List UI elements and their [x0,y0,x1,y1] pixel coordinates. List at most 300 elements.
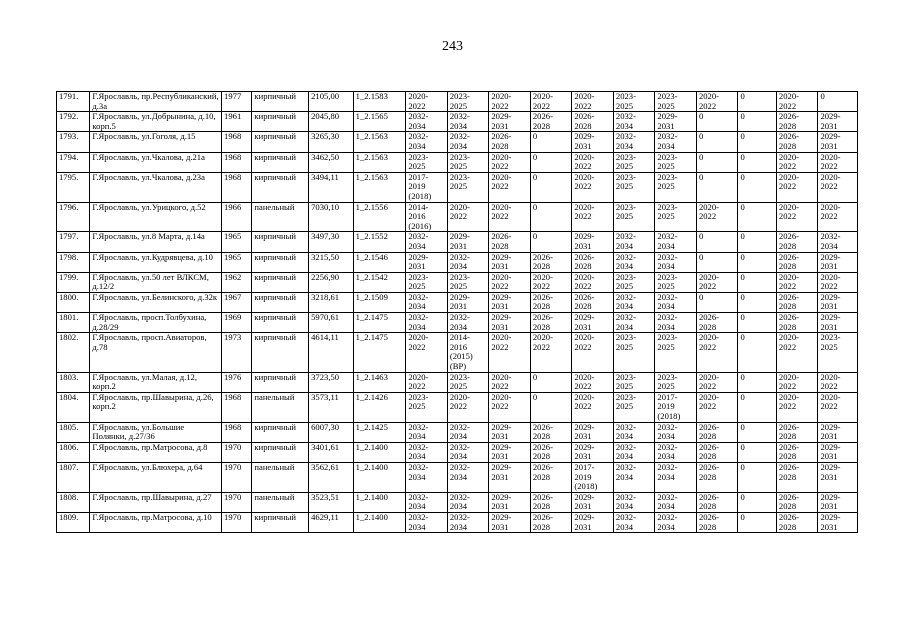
period-cell-c11: 2020-2022 [818,272,858,292]
period-cell-c7: 2032-2034 [655,292,697,312]
period-cell-c1: 2032-2034 [406,232,448,252]
period-cell-c3: 2026-2028 [489,232,531,252]
period-cell-c11: 2020-2022 [818,202,858,232]
address-cell: Г.Ярославль, просп.Толбухина, д.28/29 [90,313,222,333]
period-cell-c10: 2020-2022 [776,172,818,202]
period-cell-c5: 2029-2031 [572,512,614,532]
period-cell-c5: 2029-2031 [572,232,614,252]
material-cell: панельный [252,202,309,232]
year-cell: 1965 [222,252,252,272]
period-cell-c10: 2020-2022 [776,392,818,422]
period-cell-c10: 2026-2028 [776,512,818,532]
period-cell-c10: 2020-2022 [776,92,818,112]
period-cell-c5: 2026-2028 [572,252,614,272]
period-cell-c7: 2017-2019 (2018) [655,392,697,422]
period-cell-c7: 2032-2034 [655,492,697,512]
table-row [57,252,858,272]
period-cell-c8: 2020-2022 [696,333,738,372]
period-cell-c1: 2032-2034 [406,422,448,442]
period-cell-c6: 2032-2034 [613,422,655,442]
period-cell-c9: 0 [738,172,776,202]
period-cell-c5: 2017-2019 (2018) [572,462,614,492]
period-cell-c1: 2017-2019 (2018) [406,172,448,202]
area-cell: 3218,61 [309,292,354,312]
table-row [57,512,858,532]
period-cell-c2: 2032-2034 [447,313,489,333]
period-cell-c9: 0 [738,92,776,112]
period-cell-c4: 0 [530,132,572,152]
period-cell-c3: 2029-2031 [489,292,531,312]
address-cell: Г.Ярославль, ул.Белинского, д.32к [90,292,222,312]
period-cell-c1: 2032-2034 [406,462,448,492]
period-cell-c3: 2029-2031 [489,422,531,442]
period-cell-c3: 2020-2022 [489,372,531,392]
period-cell-c8: 2026-2028 [696,512,738,532]
period-cell-c6: 2032-2034 [613,112,655,132]
period-cell-c2: 2023-2025 [447,272,489,292]
period-cell-c3: 2029-2031 [489,112,531,132]
address-cell: Г.Ярославль, пр.Матросова, д.10 [90,512,222,532]
address-cell: Г.Ярославль, пр.Шавырина, д.27 [90,492,222,512]
table-row [57,313,858,333]
year-cell: 1968 [222,152,252,172]
period-cell-c11: 2020-2022 [818,172,858,202]
year-cell: 1970 [222,492,252,512]
row-number: 1803. [57,372,90,392]
table-body [57,92,858,533]
period-cell-c4: 2026-2028 [530,512,572,532]
row-number: 1797. [57,232,90,252]
year-cell: 1961 [222,112,252,132]
period-cell-c5: 2029-2031 [572,492,614,512]
row-number: 1806. [57,442,90,462]
year-cell: 1968 [222,392,252,422]
period-cell-c7: 2023-2025 [655,202,697,232]
row-number: 1798. [57,252,90,272]
period-cell-c1: 2032-2034 [406,112,448,132]
period-cell-c4: 2020-2022 [530,92,572,112]
period-cell-c11: 0 [818,92,858,112]
period-cell-c7: 2023-2025 [655,152,697,172]
period-cell-c5: 2020-2022 [572,333,614,372]
period-cell-c6: 2032-2034 [613,132,655,152]
period-cell-c6: 2032-2034 [613,232,655,252]
material-cell: кирпичный [252,442,309,462]
table-row [57,422,858,442]
period-cell-c4: 0 [530,152,572,172]
period-cell-c6: 2023-2025 [613,392,655,422]
material-cell: кирпичный [252,422,309,442]
material-cell: кирпичный [252,372,309,392]
period-cell-c1: 2023-2025 [406,392,448,422]
period-cell-c5: 2026-2028 [572,112,614,132]
area-cell: 4614,11 [309,333,354,372]
year-cell: 1968 [222,132,252,152]
period-cell-c4: 2020-2022 [530,333,572,372]
period-cell-c2: 2020-2022 [447,392,489,422]
year-cell: 1969 [222,313,252,333]
code-cell: 1_2.1400 [353,492,406,512]
material-cell: панельный [252,492,309,512]
period-cell-c11: 2029-2031 [818,292,858,312]
period-cell-c10: 2020-2022 [776,272,818,292]
area-cell: 3215,50 [309,252,354,272]
period-cell-c4: 0 [530,232,572,252]
period-cell-c2: 2023-2025 [447,92,489,112]
period-cell-c2: 2032-2034 [447,442,489,462]
period-cell-c8: 2020-2022 [696,372,738,392]
area-cell: 3401,61 [309,442,354,462]
period-cell-c10: 2020-2022 [776,333,818,372]
row-number: 1794. [57,152,90,172]
period-cell-c6: 2032-2034 [613,252,655,272]
period-cell-c9: 0 [738,232,776,252]
period-cell-c6: 2032-2034 [613,512,655,532]
period-cell-c5: 2020-2022 [572,372,614,392]
period-cell-c6: 2023-2025 [613,333,655,372]
period-cell-c11: 2029-2031 [818,313,858,333]
period-cell-c2: 2023-2025 [447,152,489,172]
period-cell-c1: 2020-2022 [406,333,448,372]
period-cell-c2: 2032-2034 [447,252,489,272]
period-cell-c8: 2026-2028 [696,442,738,462]
area-cell: 5970,61 [309,313,354,333]
period-cell-c11: 2023-2025 [818,333,858,372]
period-cell-c5: 2020-2022 [572,202,614,232]
period-cell-c7: 2032-2034 [655,442,697,462]
table-row [57,333,858,372]
code-cell: 1_2.1563 [353,152,406,172]
year-cell: 1965 [222,232,252,252]
period-cell-c6: 2023-2025 [613,152,655,172]
area-cell: 3573,11 [309,392,354,422]
table-row [57,152,858,172]
address-cell: Г.Ярославль, просп.Авиаторов, д.78 [90,333,222,372]
row-number: 1807. [57,462,90,492]
material-cell: кирпичный [252,92,309,112]
period-cell-c8: 0 [696,172,738,202]
period-cell-c11: 2020-2022 [818,372,858,392]
period-cell-c6: 2023-2025 [613,272,655,292]
period-cell-c2: 2014-2016 (2015) (ВР) [447,333,489,372]
period-cell-c4: 2026-2028 [530,442,572,462]
period-cell-c8: 0 [696,292,738,312]
period-cell-c9: 0 [738,372,776,392]
year-cell: 1970 [222,442,252,462]
period-cell-c6: 2023-2025 [613,372,655,392]
code-cell: 1_2.1400 [353,512,406,532]
code-cell: 1_2.1509 [353,292,406,312]
period-cell-c9: 0 [738,422,776,442]
period-cell-c10: 2026-2028 [776,442,818,462]
period-cell-c9: 0 [738,313,776,333]
period-cell-c9: 0 [738,112,776,132]
period-cell-c1: 2023-2025 [406,272,448,292]
period-cell-c9: 0 [738,462,776,492]
period-cell-c9: 0 [738,492,776,512]
area-cell: 3723,50 [309,372,354,392]
period-cell-c7: 2032-2034 [655,232,697,252]
year-cell: 1966 [222,202,252,232]
period-cell-c8: 0 [696,152,738,172]
row-number: 1791. [57,92,90,112]
table-row [57,492,858,512]
material-cell: панельный [252,392,309,422]
row-number: 1801. [57,313,90,333]
code-cell: 1_2.1475 [353,313,406,333]
address-cell: Г.Ярославль, ул.Чкалова, д.23а [90,172,222,202]
area-cell: 6007,30 [309,422,354,442]
period-cell-c10: 2026-2028 [776,112,818,132]
year-cell: 1973 [222,333,252,372]
period-cell-c1: 2014-2016 (2016) [406,202,448,232]
period-cell-c4: 2026-2028 [530,292,572,312]
area-cell: 3497,30 [309,232,354,252]
period-cell-c10: 2026-2028 [776,132,818,152]
period-cell-c4: 0 [530,372,572,392]
material-cell: кирпичный [252,152,309,172]
period-cell-c4: 2026-2028 [530,492,572,512]
material-cell: кирпичный [252,272,309,292]
material-cell: кирпичный [252,292,309,312]
table-row [57,442,858,462]
period-cell-c1: 2032-2034 [406,512,448,532]
code-cell: 1_2.1475 [353,333,406,372]
period-cell-c8: 0 [696,252,738,272]
period-cell-c8: 2026-2028 [696,492,738,512]
period-cell-c6: 2032-2034 [613,313,655,333]
period-cell-c8: 0 [696,232,738,252]
period-cell-c1: 2032-2034 [406,313,448,333]
period-cell-c3: 2029-2031 [489,442,531,462]
table-row [57,272,858,292]
period-cell-c11: 2029-2031 [818,422,858,442]
material-cell: кирпичный [252,313,309,333]
year-cell: 1970 [222,512,252,532]
period-cell-c5: 2026-2028 [572,292,614,312]
address-cell: Г.Ярославль, ул.Гоголя, д.15 [90,132,222,152]
period-cell-c9: 0 [738,442,776,462]
period-cell-c9: 0 [738,392,776,422]
code-cell: 1_2.1565 [353,112,406,132]
period-cell-c6: 2023-2025 [613,172,655,202]
code-cell: 1_2.1542 [353,272,406,292]
period-cell-c10: 2026-2028 [776,422,818,442]
period-cell-c11: 2020-2022 [818,152,858,172]
code-cell: 1_2.1556 [353,202,406,232]
period-cell-c11: 2029-2031 [818,462,858,492]
period-cell-c4: 2026-2028 [530,252,572,272]
period-cell-c8: 2026-2028 [696,462,738,492]
address-cell: Г.Ярославль, ул.Малая, д.12, корп.2 [90,372,222,392]
period-cell-c5: 2020-2022 [572,152,614,172]
year-cell: 1977 [222,92,252,112]
code-cell: 1_2.1552 [353,232,406,252]
period-cell-c4: 0 [530,392,572,422]
area-cell: 3523,51 [309,492,354,512]
row-number: 1800. [57,292,90,312]
period-cell-c3: 2020-2022 [489,333,531,372]
period-cell-c10: 2026-2028 [776,462,818,492]
period-cell-c2: 2023-2025 [447,372,489,392]
code-cell: 1_2.1425 [353,422,406,442]
table-row [57,172,858,202]
period-cell-c11: 2029-2031 [818,132,858,152]
period-cell-c3: 2029-2031 [489,492,531,512]
table-row [57,462,858,492]
period-cell-c6: 2023-2025 [613,202,655,232]
period-cell-c11: 2029-2031 [818,442,858,462]
address-cell: Г.Ярославль, пр.Матросова, д.8 [90,442,222,462]
year-cell: 1968 [222,422,252,442]
period-cell-c10: 2026-2028 [776,232,818,252]
period-cell-c7: 2023-2025 [655,172,697,202]
code-cell: 1_2.1583 [353,92,406,112]
area-cell: 3494,11 [309,172,354,202]
period-cell-c1: 2020-2022 [406,92,448,112]
table-row [57,372,858,392]
page-number: 243 [442,39,463,54]
code-cell: 1_2.1563 [353,172,406,202]
period-cell-c4: 2020-2022 [530,272,572,292]
year-cell: 1976 [222,372,252,392]
address-cell: Г.Ярославль, ул.Большие Полянки, д.27/36 [90,422,222,442]
area-cell: 2045,80 [309,112,354,132]
period-cell-c5: 2029-2031 [572,422,614,442]
period-cell-c1: 2032-2034 [406,442,448,462]
area-cell: 2105,00 [309,92,354,112]
period-cell-c11: 2029-2031 [818,252,858,272]
row-number: 1799. [57,272,90,292]
row-number: 1793. [57,132,90,152]
period-cell-c4: 0 [530,202,572,232]
code-cell: 1_2.1400 [353,442,406,462]
period-cell-c7: 2023-2025 [655,333,697,372]
period-cell-c7: 2032-2034 [655,462,697,492]
period-cell-c8: 0 [696,132,738,152]
address-cell: Г.Ярославль, ул.Блюхера, д.64 [90,462,222,492]
table-row [57,112,858,132]
period-cell-c3: 2020-2022 [489,172,531,202]
code-cell: 1_2.1546 [353,252,406,272]
period-cell-c2: 2032-2034 [447,422,489,442]
period-cell-c3: 2029-2031 [489,252,531,272]
period-cell-c8: 2026-2028 [696,313,738,333]
period-cell-c7: 2032-2034 [655,313,697,333]
period-cell-c2: 2032-2034 [447,462,489,492]
period-cell-c1: 2032-2034 [406,132,448,152]
period-cell-c5: 2020-2022 [572,172,614,202]
row-number: 1795. [57,172,90,202]
period-cell-c5: 2020-2022 [572,392,614,422]
area-cell: 4629,11 [309,512,354,532]
row-number: 1804. [57,392,90,422]
year-cell: 1962 [222,272,252,292]
period-cell-c3: 2020-2022 [489,392,531,422]
period-cell-c1: 2023-2025 [406,152,448,172]
address-cell: Г.Ярославль, ул.50 лет ВЛКСМ, д.12/2 [90,272,222,292]
address-cell: Г.Ярославль, пр.Республиканский, д.3а [90,92,222,112]
period-cell-c10: 2020-2022 [776,372,818,392]
period-cell-c8: 2020-2022 [696,272,738,292]
period-cell-c2: 2032-2034 [447,112,489,132]
period-cell-c4: 2026-2028 [530,462,572,492]
period-cell-c2: 2032-2034 [447,492,489,512]
period-cell-c10: 2020-2022 [776,202,818,232]
material-cell: кирпичный [252,112,309,132]
period-cell-c7: 2023-2025 [655,372,697,392]
period-cell-c3: 2029-2031 [489,462,531,492]
period-cell-c3: 2029-2031 [489,512,531,532]
period-cell-c7: 2023-2025 [655,92,697,112]
period-cell-c11: 2032-2034 [818,232,858,252]
period-cell-c7: 2032-2034 [655,422,697,442]
period-cell-c3: 2026-2028 [489,132,531,152]
period-cell-c5: 2020-2022 [572,92,614,112]
period-cell-c11: 2029-2031 [818,512,858,532]
period-cell-c9: 0 [738,333,776,372]
period-cell-c4: 0 [530,172,572,202]
period-cell-c11: 2029-2031 [818,492,858,512]
period-cell-c6: 2032-2034 [613,492,655,512]
row-number: 1792. [57,112,90,132]
period-cell-c7: 2029-2031 [655,112,697,132]
period-cell-c2: 2032-2034 [447,512,489,532]
material-cell: кирпичный [252,232,309,252]
address-cell: Г.Ярославль, пр.Шавырина, д.26, корп.2 [90,392,222,422]
period-cell-c1: 2032-2034 [406,292,448,312]
material-cell: кирпичный [252,172,309,202]
period-cell-c2: 2020-2022 [447,202,489,232]
table-row [57,202,858,232]
period-cell-c3: 2020-2022 [489,92,531,112]
period-cell-c6: 2032-2034 [613,442,655,462]
address-cell: Г.Ярославль, ул.Кудрявцева, д.10 [90,252,222,272]
table-row [57,392,858,422]
material-cell: кирпичный [252,512,309,532]
address-cell: Г.Ярославль, ул.Урицкого, д.52 [90,202,222,232]
area-cell: 3462,50 [309,152,354,172]
period-cell-c8: 2026-2028 [696,422,738,442]
code-cell: 1_2.1463 [353,372,406,392]
period-cell-c1: 2020-2022 [406,372,448,392]
code-cell: 1_2.1400 [353,462,406,492]
table-row [57,132,858,152]
address-cell: Г.Ярославль, ул.8 Марта, д.14а [90,232,222,252]
period-cell-c8: 2020-2022 [696,92,738,112]
address-cell: Г.Ярославль, ул.Добрынина, д.10, корп.5 [90,112,222,132]
period-cell-c9: 0 [738,202,776,232]
period-cell-c5: 2020-2022 [572,272,614,292]
period-cell-c8: 0 [696,112,738,132]
table-row [57,232,858,252]
material-cell: панельный [252,462,309,492]
year-cell: 1970 [222,462,252,492]
period-cell-c7: 2023-2025 [655,272,697,292]
period-cell-c3: 2020-2022 [489,152,531,172]
period-cell-c9: 0 [738,152,776,172]
area-cell: 7030,10 [309,202,354,232]
period-cell-c10: 2026-2028 [776,292,818,312]
period-cell-c9: 0 [738,132,776,152]
material-cell: кирпичный [252,252,309,272]
period-cell-c10: 2026-2028 [776,492,818,512]
period-cell-c1: 2032-2034 [406,492,448,512]
period-cell-c10: 2020-2022 [776,152,818,172]
year-cell: 1967 [222,292,252,312]
period-cell-c2: 2029-2031 [447,232,489,252]
period-cell-c9: 0 [738,512,776,532]
